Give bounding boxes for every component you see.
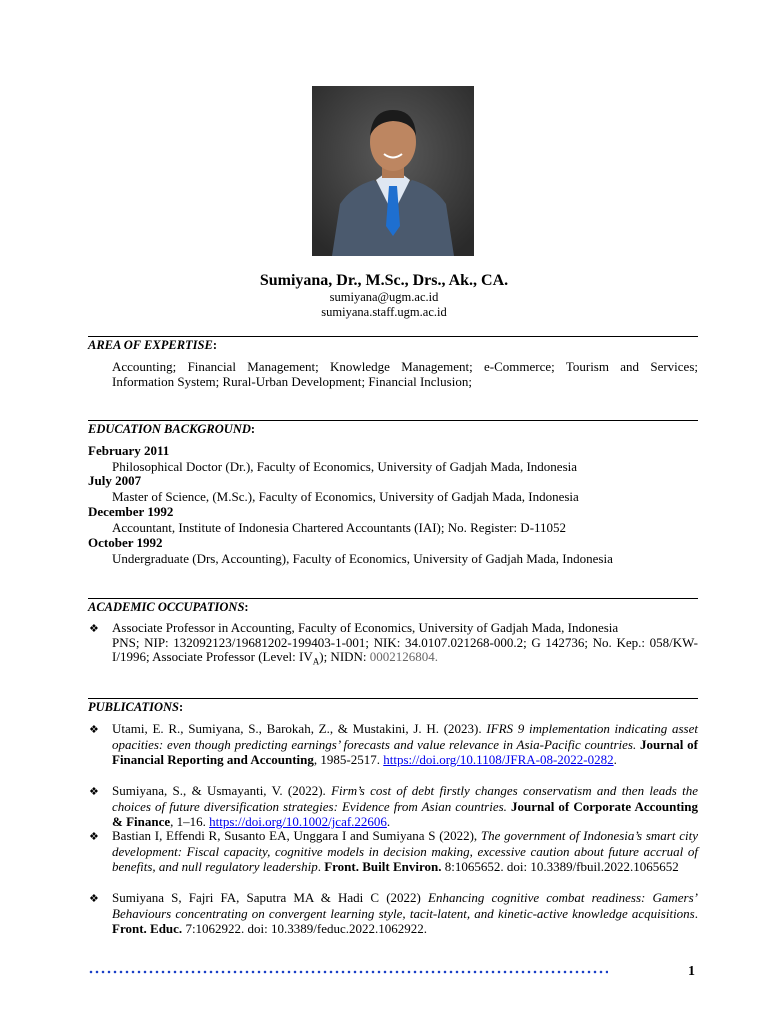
education-heading: EDUCATION BACKGROUND: bbox=[88, 420, 698, 437]
bullet-icon: ❖ bbox=[89, 623, 99, 635]
email: sumiyana@ugm.ac.id bbox=[329, 290, 439, 304]
bullet-icon: ❖ bbox=[89, 724, 99, 736]
education-date: February 2011 bbox=[88, 443, 170, 458]
website: sumiyana.staff.ugm.ac.id bbox=[321, 305, 447, 319]
doi-link[interactable]: https://doi.org/10.1108/JFRA-08-2022-0282 bbox=[383, 752, 614, 767]
profile-photo bbox=[312, 86, 474, 256]
education-desc: Accountant, Institute of Indonesia Chartered Accountants (IAI); No. Register: D-11052 bbox=[112, 520, 567, 535]
expertise-heading: AREA OF EXPERTISE: bbox=[88, 336, 698, 353]
person-name: Sumiyana, Dr., M.Sc., Drs., Ak., CA. bbox=[259, 272, 509, 289]
occupation-details: PNS; NIP: 132092123/19681202-199403-1-001; NIK: 34.0107.021268-000.2; G 142736; No. Kep.: 058/KW-I/1996; Associate Professor (Level: $IV_A$); NIDN: 0002126804. bbox=[112, 634, 698, 667]
education-desc: Master of Science, (M.Sc.), Faculty of Economics, University of Gadjah Mada, Indonesia bbox=[112, 489, 579, 504]
bullet-icon: ❖ bbox=[89, 831, 99, 843]
portrait-image bbox=[312, 86, 474, 256]
education-date: December 1992 bbox=[88, 504, 174, 519]
education-date: October 1992 bbox=[88, 535, 163, 550]
doi-link[interactable]: https://doi.org/10.1002/jcaf.22606 bbox=[209, 814, 387, 829]
publication-item: Bastian I, Effendi R, Susanto EA, Unggara I and Sumiyana S (2022), The government of Indonesia’s smart city development: Fiscal capacity, cognitive models in decision making, excessive caution about future accrual of benefits, and null regulatory leadership. Front. Built Environ. 8:1065652. doi: 10.3389/fbuil.2022.1065652 bbox=[112, 828, 698, 874]
expertise-text: Accounting; Financial Management; Knowledge Management; e-Commerce; Tourism and Services; Information System; Rural-Urban Development; Financial Inclusion; bbox=[112, 359, 698, 389]
publications-heading: PUBLICATIONS: bbox=[88, 698, 698, 715]
occupations-heading: ACADEMIC OCCUPATIONS: bbox=[88, 598, 698, 615]
education-date: July 2007 bbox=[88, 473, 142, 488]
nidn-value: 0002126804. bbox=[369, 649, 439, 664]
publication-item: Utami, E. R., Sumiyana, S., Barokah, Z., & Mustakini, J. H. (2023). IFRS 9 implementation indicating asset opacities: even though predicting earnings’ forecasts and value relevance in Asia-Pacific countries. Journal of Financial Reporting and Accounting, 1985-2517. https://doi.org/10.1108/JFRA-08-2022-0282. bbox=[112, 721, 699, 767]
education-desc: Philosophical Doctor (Dr.), Faculty of Economics, University of Gadjah Mada, Indonesia bbox=[112, 459, 578, 474]
footer-dotted-line bbox=[88, 970, 608, 974]
occupation-entry bbox=[112, 621, 698, 669]
bullet-icon: ❖ bbox=[89, 786, 99, 798]
page-number: 1 bbox=[688, 964, 695, 979]
education-desc: Undergraduate (Drs, Accounting), Faculty of Economics, University of Gadjah Mada, Indonesia bbox=[112, 551, 613, 566]
bullet-icon: ❖ bbox=[89, 893, 99, 905]
occupation-title: Associate Professor in Accounting, Faculty of Economics, University of Gadjah Mada, Indonesia bbox=[112, 620, 619, 635]
publication-item: Sumiyana, S., & Usmayanti, V. (2022). Firm’s cost of debt firstly changes conservatism and then leads the choices of future diversification strategies: Evidence from Asian countries. Journal of Corporate Accounting & Finance, 1–16. https://doi.org/10.1002/jcaf.22606. bbox=[112, 783, 699, 829]
publication-item: Sumiyana S, Fajri FA, Saputra MA & Hadi C (2022) Enhancing cognitive combat readiness: Gamers’ Behaviours concentrating on convergent learning style, tacit-latent, and kinetic-active knowledge acquisitions. Front. Educ. 7:1062922. doi: 10.3389/feduc.2022.1062922. bbox=[112, 890, 698, 936]
